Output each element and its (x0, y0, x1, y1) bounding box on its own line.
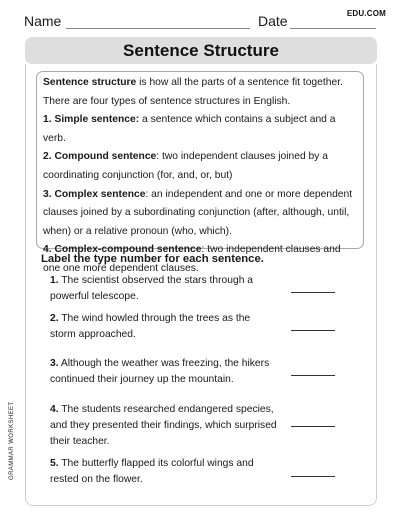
intro-text: is how all the parts of a sentence fit together. There are four types of sentence structures in English. (43, 77, 343, 107)
question-1 (50, 273, 278, 305)
type-term: 4. Complex-compound sentence (43, 244, 202, 256)
question-5 (50, 456, 278, 488)
worksheet-title: Sentence Structure (25, 37, 377, 64)
question-text: The butterfly flapped its colorful wings and rested on the flower. (50, 458, 254, 485)
question-text: The students researched endangered species, and they presented their findings, which surprised their teacher. (50, 404, 277, 447)
answer-blank-2[interactable] (291, 330, 335, 331)
type-text: : two independent clauses and one one more dependent clauses. (43, 244, 341, 274)
type-complex (43, 186, 357, 242)
question-2 (50, 311, 278, 343)
type-term: 2. Compound sentence (43, 151, 157, 163)
answer-blank-5[interactable] (291, 476, 335, 477)
intro-term: Sentence structure (43, 77, 137, 88)
edu-logo: EDU.COM (346, 9, 386, 18)
question-number: 1. (50, 275, 59, 286)
question-4 (50, 402, 278, 450)
answer-blank-4[interactable] (291, 426, 335, 427)
question-number: 4. (50, 404, 59, 415)
question-text: The scientist observed the stars through a powerful telescope. (50, 275, 254, 302)
type-text: a sentence which contains a subject and a verb. (43, 114, 336, 144)
intro-paragraph (43, 74, 357, 111)
question-number: 2. (50, 313, 59, 324)
type-term: 1. Simple sentence: (43, 114, 140, 126)
answer-blank-1[interactable] (291, 292, 335, 293)
question-number: 3. (50, 358, 59, 369)
side-label: GRAMMAR WORKSHEET (9, 401, 15, 480)
instruction: Label the type number for each sentence. (41, 253, 264, 265)
type-compound (43, 148, 357, 185)
name-line[interactable] (66, 28, 250, 29)
type-text: : two independent clauses joined by a coordinating conjunction (for, and, or, but) (43, 151, 329, 181)
type-term: 3. Complex sentence (43, 188, 146, 200)
date-label: Date (258, 13, 288, 29)
question-number: 5. (50, 458, 59, 469)
question-text: Although the weather was freezing, the hikers continued their journey up the mountain. (50, 358, 270, 385)
answer-blank-3[interactable] (291, 375, 335, 376)
question-text: The wind howled through the trees as the storm approached. (50, 313, 251, 340)
question-3 (50, 356, 278, 388)
type-text: : an independent and one or more dependent clauses joined by a subordinating conjunction (after, although, until, when) or a relative pronoun (who, which). (43, 188, 353, 237)
type-simple (43, 111, 357, 148)
date-line[interactable] (290, 28, 376, 29)
name-label: Name (24, 13, 62, 29)
